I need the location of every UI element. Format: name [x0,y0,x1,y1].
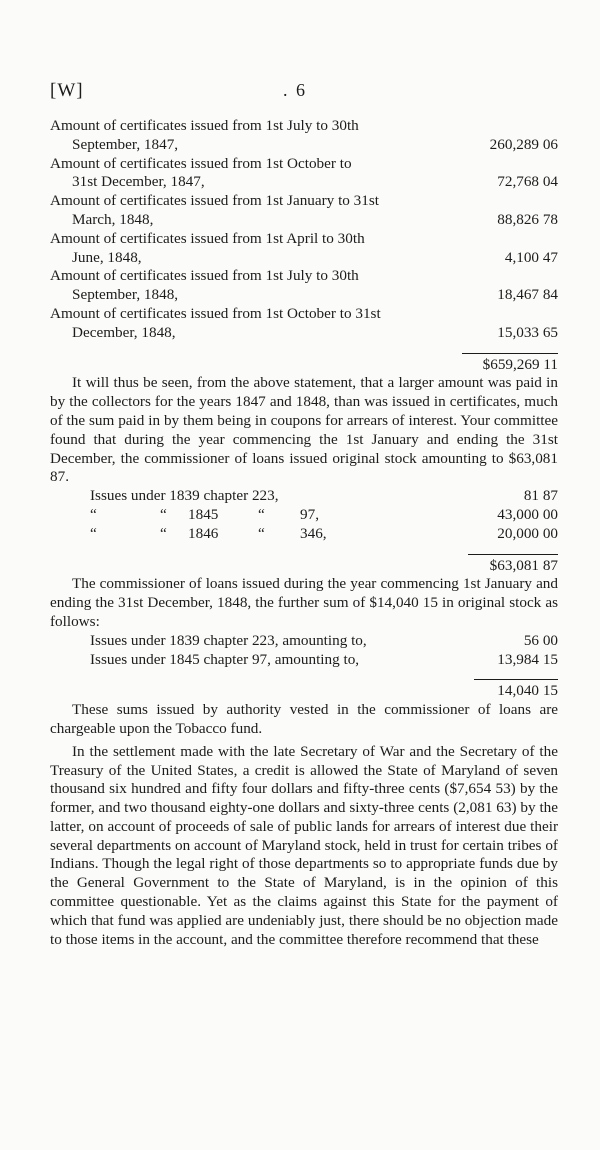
issue-label: Issues under 1839 chapter 223, [90,487,279,505]
issue-year: 1845 [188,505,219,523]
entry-amount: 260,289 06 [489,135,558,153]
entry-amount: 4,100 47 [504,248,558,266]
certificate-entry [50,192,558,230]
issue-row [50,525,558,544]
issue-label: Issues under 1845 chapter 97, amounting to, [90,650,360,668]
entry-period: 31st December, 1847, [72,173,205,191]
ditto-mark: “ [90,505,97,523]
section-mark: [W] [50,80,84,101]
entry-description: Amount of certificates issued from 1st July to 30th [50,267,359,285]
certificate-entry [50,230,558,268]
ditto-mark: “ [160,524,167,542]
entry-period: December, 1848, [72,323,176,341]
entry-amount: 72,768 04 [497,173,558,191]
certificate-entry [50,305,558,343]
issues-total: $63,081 87 [489,556,558,574]
entry-description: Amount of certificates issued from 1st January to 31st [50,192,379,210]
paragraph-further-sum: The commissioner of loans issued during the year commencing 1st January and ending the 31st December, 1848, the further sum of $14,040 15 in original stock as follows: [50,575,558,630]
issue-amount: 43,000 00 [497,505,558,523]
certificate-entry [50,155,558,193]
issue-amount: 20,000 00 [497,524,558,542]
paragraph-tobacco-fund: These sums issued by authority vested in the commissioner of loans are chargeable upon the Tobacco fund. [50,701,558,737]
entry-amount: 18,467 84 [497,286,558,304]
page-body [50,117,558,949]
entry-period: June, 1848, [72,248,142,266]
ditto-mark: “ [258,505,265,523]
issue-year: 1846 [188,524,219,542]
certificate-entry [50,117,558,155]
ditto-mark: “ [90,524,97,542]
entry-description: Amount of certificates issued from 1st April to 30th [50,229,365,247]
paragraph-collectors: It will thus be seen, from the above statement, that a larger amount was paid in by the collectors for the years 1847 and 1848, than was issued in certificates, much of the sum paid in by them being in coupons for arrears of interest. Your committee found that during the year commencing the 1st January and ending the 31st December, the commissioner of loans issued original stock amounting to $63,081 87. [50,374,558,486]
sum-rule [462,353,558,354]
header-dot: . [283,80,288,100]
ditto-mark: “ [160,505,167,523]
issue-chapter: 97, [300,505,319,523]
ditto-mark: “ [258,524,265,542]
entry-amount: 15,033 65 [497,323,558,341]
entry-description: Amount of certificates issued from 1st October to 31st [50,304,381,322]
entry-period: March, 1848, [72,210,154,228]
sum-rule [468,554,558,555]
page-number: 6 [296,80,305,100]
issue-amount: 81 87 [523,487,558,505]
issue-amount: 56 00 [523,631,558,649]
entry-description: Amount of certificates issued from 1st October to [50,154,352,172]
entry-period: September, 1848, [72,286,179,304]
sum-rule [474,679,558,680]
certificate-entry [50,267,558,305]
further-issues-total: 14,040 15 [497,682,558,700]
entry-description: Amount of certificates issued from 1st July to 30th [50,117,359,134]
entry-amount: 88,826 78 [497,210,558,228]
issue-label: Issues under 1839 chapter 223, amounting to, [90,631,367,649]
issue-amount: 13,984 15 [497,650,558,668]
certificates-total: $659,269 11 [482,355,558,373]
issue-row [50,506,558,525]
issue-row [50,487,558,506]
issue-chapter: 346, [300,524,327,542]
issue-row [50,632,558,651]
issue-row [50,651,558,670]
paragraph-settlement: In the settlement made with the late Secretary of War and the Secretary of the Treasury of the United States, a credit is allowed the State of Maryland of seven thousand six hundred and fifty four dollars and fifty-three cents ($7,654 53) by the former, and two thousand eighty-one dollars and sixty-three cents (2,081 63) by the latter, on account of proceeds of sale of public lands for arrears of interest due their several departments on account of Maryland stock, held in trust for certain tribes of Indians. Though the legal right of those departments so to appropriate funds due by the General Government to the State of Maryland, is in the opinion of this committee questionable. Yet as the claims against this State for the payment of which that fund was applied are undeniably just, there should be no objection made to those items in the account, and the committee therefore recommend that these [50,742,558,948]
entry-period: September, 1847, [72,135,179,153]
